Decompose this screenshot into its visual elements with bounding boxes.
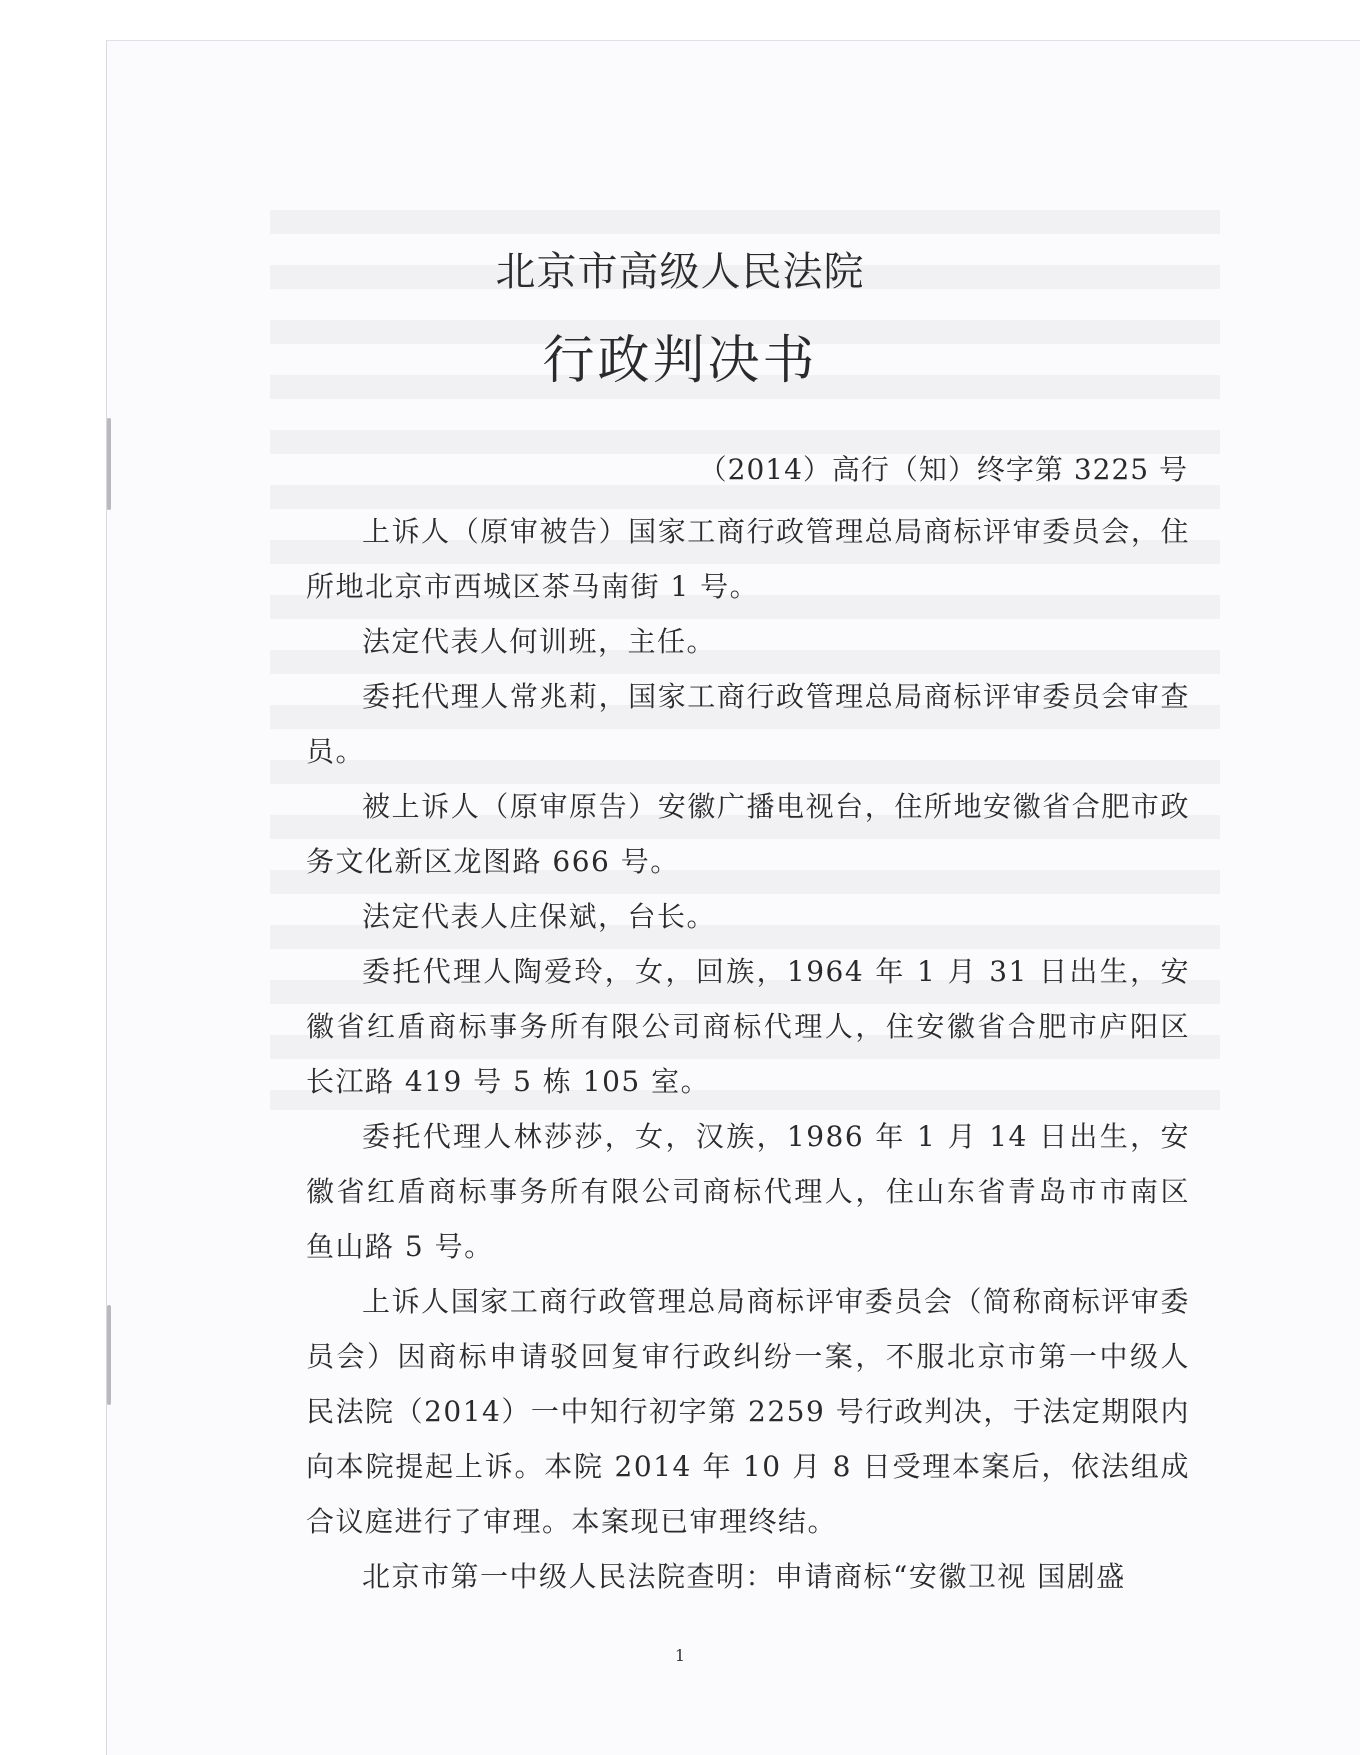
paragraph-findings: 北京市第一中级人民法院查明：申请商标“安徽卫视 国剧盛 xyxy=(362,1560,1126,1593)
paragraph-appellee-rep: 法定代表人庄保斌，台长。 xyxy=(362,900,717,933)
paragraph-case-history: 上诉人国家工商行政管理总局商标评审委员会（简称商标评审委员会）因商标申请驳回复审行政纠纷一案，不服北京市第一中级人民法院（2014）一中知行初字第 2259 号行政判决，于法定期限内向本院提起上诉。本院 2014 年 10 月 8 日受理本案后，依法组成合议庭进行了审理。本案现已审理终结。 xyxy=(306,1285,1190,1538)
court-name: 北京市高级人民法院 xyxy=(495,249,865,295)
page-number: 1 xyxy=(674,1646,686,1665)
paragraph-appellant-rep: 法定代表人何训班，主任。 xyxy=(362,625,717,658)
paragraph-appellee-agent-2: 委托代理人林莎莎，女，汉族，1986 年 1 月 14 日出生，安徽省红盾商标事务所有限公司商标代理人，住山东省青岛市市南区鱼山路 5 号。 xyxy=(306,1120,1190,1263)
paragraph-appellee: 被上诉人（原审原告）安徽广播电视台，住所地安徽省合肥市政务文化新区龙图路 666 号。 xyxy=(306,790,1190,878)
case-number: （2014）高行（知）终字第 3225 号 xyxy=(698,453,1188,486)
paragraph-appellee-agent-1: 委托代理人陶爱玲，女，回族，1964 年 1 月 31 日出生，安徽省红盾商标事务所有限公司商标代理人，住安徽省合肥市庐阳区长江路 419 号 5 栋 105 室。 xyxy=(306,955,1190,1098)
document-type-title: 行政判决书 xyxy=(542,331,818,391)
staple-mark xyxy=(107,418,111,510)
staple-mark xyxy=(107,1305,111,1405)
paragraph-appellant: 上诉人（原审被告）国家工商行政管理总局商标评审委员会，住所地北京市西城区茶马南街 1 号。 xyxy=(306,515,1190,603)
paragraph-appellant-agent: 委托代理人常兆莉，国家工商行政管理总局商标评审委员会审查员。 xyxy=(306,680,1190,768)
judgment-body xyxy=(306,504,1190,1604)
